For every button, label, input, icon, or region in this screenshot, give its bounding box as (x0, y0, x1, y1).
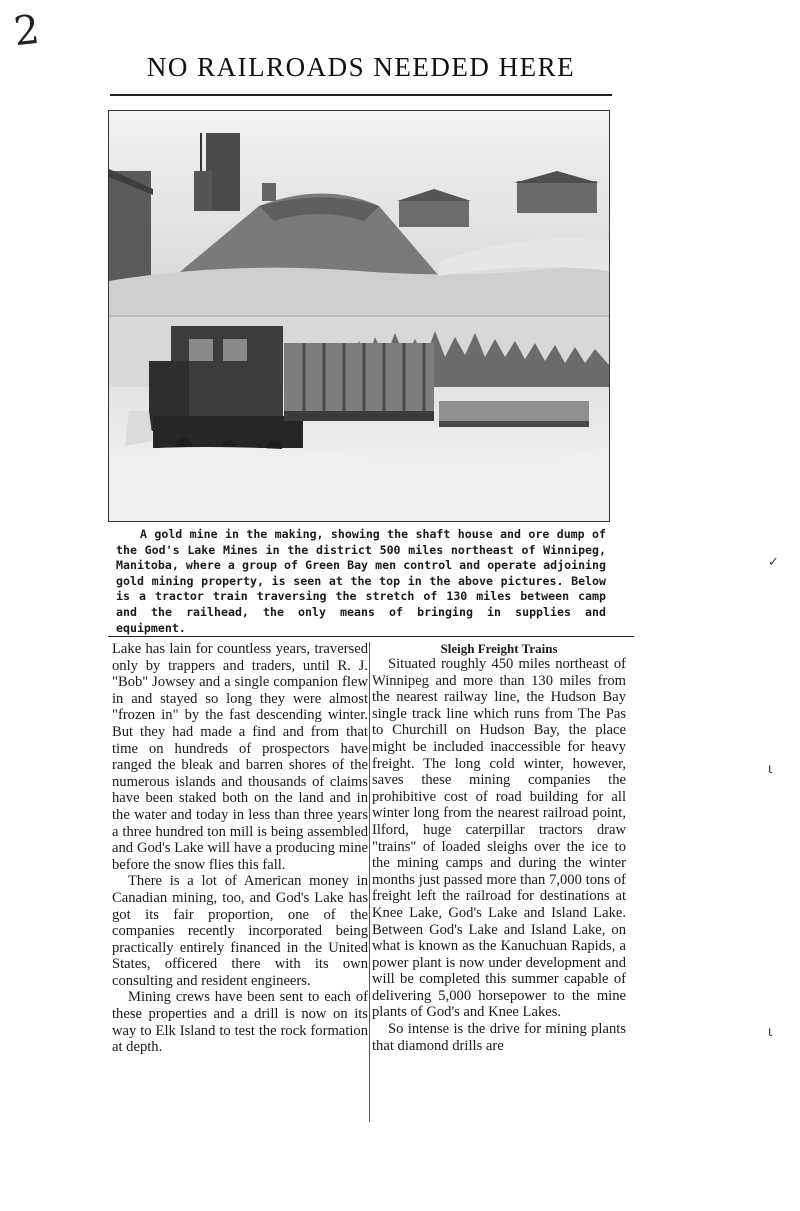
headline: NO RAILROADS NEEDED HERE (146, 52, 576, 82)
article-paragraph: Lake has lain for countless years, traversed only by trappers and traders, until R. J. "Bob" Jowsey and a single companion flew in and stayed so long they were almost "frozen in" by the fast descending winter. But they had made a find and from that time on hundreds of prospectors have ranged the bleak and barren shores of the numerous islands and thousands of claims have been staked both on the land and in the water and today in less than three years a three hundred ton mill is being assembled and God's Lake will have a producing mine before the snow flies this fall. (112, 641, 368, 873)
caption-text: A gold mine in the making, showing the shaft house and ore dump of the God's Lake Mines in the district 500 miles northeast of Winnipeg, Manitoba, where a group of Green Bay men control and operate adjoining gold mining property, is seen at the top in the above pictures. Below is a tractor train traversing the stretch of 130 miles between camp and the railhead, the only means of bringing in supplies and equipment. (116, 527, 606, 635)
article-paragraph: So intense is the drive for mining plants that diamond drills are (372, 1021, 626, 1054)
article-paragraph: There is a lot of American money in Canadian mining, too, and God's Lake has got its fair proportion, one of the companies recently incorporated being practically entirely financed in the United States, officered there with its own consulting and resident engineers. (112, 873, 368, 989)
subheading: Sleigh Freight Trains (440, 641, 558, 656)
margin-mark-icon: ι (768, 762, 773, 777)
article-right-column (372, 641, 626, 1054)
page-marker: 2 (11, 6, 42, 56)
column-divider (369, 642, 370, 1122)
article-left-column (112, 641, 368, 1056)
news-photo (108, 110, 610, 522)
tractor-train-photo (109, 317, 609, 521)
article-paragraph: Mining crews have been sent to each of these properties and a drill is now on its way to Elk Island to test the rock formation at depth. (112, 989, 368, 1056)
margin-mark-icon: ✓ (768, 555, 779, 570)
caption-rule (108, 636, 634, 637)
mine-photo (109, 111, 609, 316)
margin-mark-icon: ι (768, 1025, 773, 1040)
headline-rule (110, 94, 612, 96)
article-paragraph: Situated roughly 450 miles northeast of Winnipeg and more than 130 miles from the nearest railway line, the Hudson Bay single track line which runs from The Pas to Churchill on Hudson Bay, the place might be included inaccessible for heavy freight. The long cold winter, however, saves these mining companies the prohibitive cost of road building for all winter long from the nearest railroad point, Ilford, huge caterpillar tractors draw "trains" of loaded sleighs over the ice to the mining camps and during the winter months just passed more than 7,000 tons of freight left the railroad for destinations at Knee Lake, God's Lake and Island Lake. Between God's Lake and Island Lake, on what is known as the Kanuchuan Rapids, a power plant is now under development and will be completed this summer capable of delivering 5,000 horsepower to the mine plants of God's and Knee Lakes. (372, 656, 626, 1021)
photo-caption (116, 527, 606, 636)
